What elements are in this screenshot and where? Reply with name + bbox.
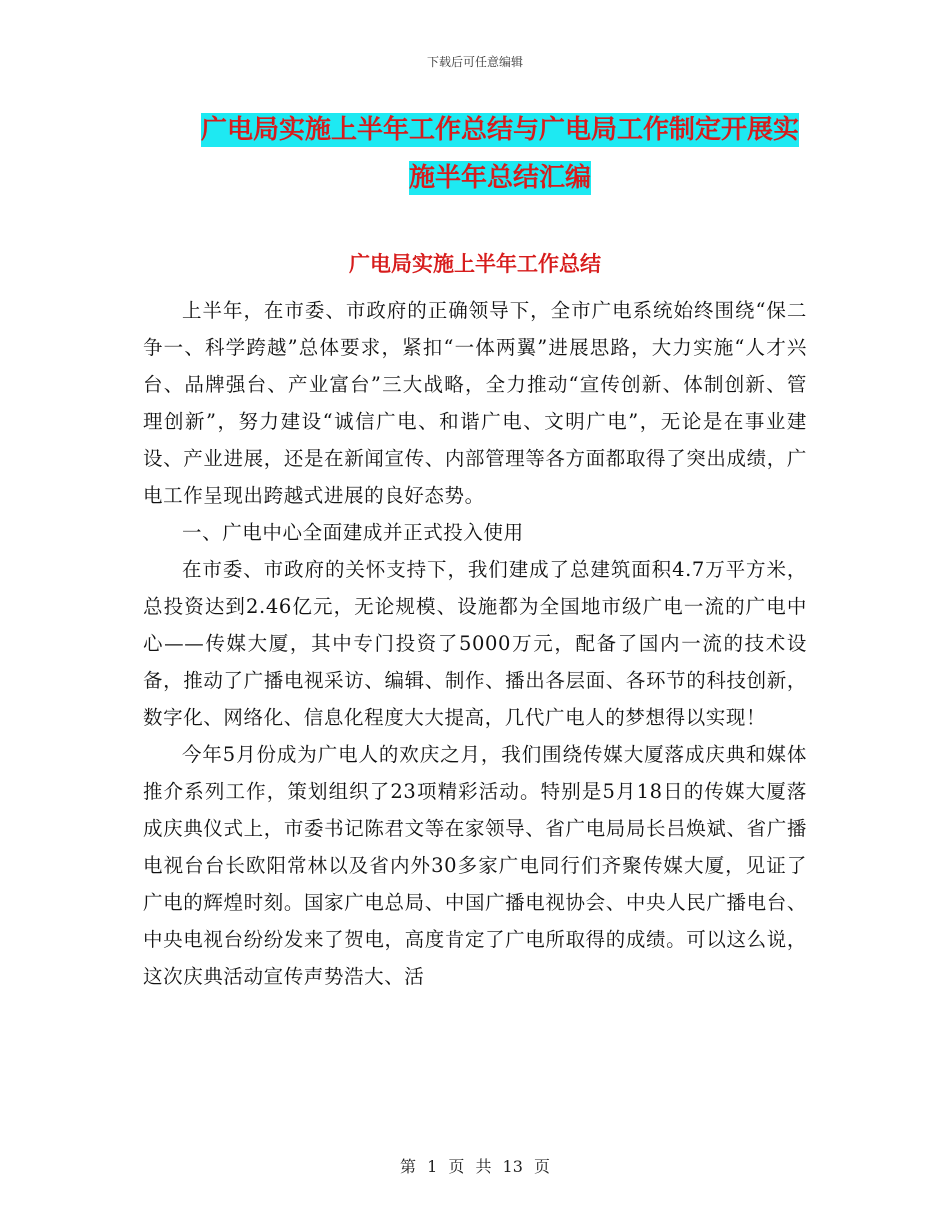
- paragraph: 今年5月份成为广电人的欢庆之月，我们围绕传媒大厦落成庆典和媒体推介系列工作，策划组织了23项精彩活动。特别是5月18日的传媒大厦落成庆典仪式上，市委书记陈君文等在家领导、省广电局局长吕焕斌、省广播电视台台长欧阳常林以及省内外30多家广电同行们齐聚传媒大厦，见证了广电的辉煌时刻。国家广电总局、中国广播电视协会、中央人民广播电台、中央电视台纷纷发来了贺电，高度肯定了广电所取得的成绩。可以这么说，这次庆典活动宣传声势浩大、活: [143, 743, 807, 988]
- page-header-note: 下载后可任意编辑: [426, 55, 523, 69]
- paragraph-heading: 一、广电中心全面建成并正式投入使用: [182, 521, 524, 544]
- title-line-1: 广电局实施上半年工作总结与广电局工作制定开展实: [200, 115, 799, 145]
- title-line-2: 施半年总结汇编: [408, 163, 591, 193]
- document-title: [100, 106, 900, 202]
- paragraph: 在市委、市政府的关怀支持下，我们建成了总建筑面积4.7万平方米，总投资达到2.46亿元，无论规模、设施都为全国地市级广电一流的广电中心——传媒大厦，其中专门投资了5000万元，配备了国内一流的技术设备，推动了广播电视采访、编辑、制作、播出各层面、各环节的科技创新，数字化、网络化、信息化程度大大提高，几代广电人的梦想得以实现！: [143, 558, 807, 729]
- section-title: 广电局实施上半年工作总结: [349, 252, 601, 276]
- paragraph: 上半年，在市委、市政府的正确领导下，全市广电系统始终围绕“保二争一、科学跨越”总体要求，紧扣“一体两翼”进展思路，大力实施“人才兴台、品牌强台、产业富台”三大战略，全力推动“宣传创新、体制创新、管理创新”，努力建设“诚信广电、和谐广电、文明广电”，无论是在事业建设、产业进展，还是在新闻宣传、内部管理等各方面都取得了突出成绩，广电工作呈现出跨越式进展的良好态势。: [143, 299, 807, 507]
- document-body: [143, 292, 807, 995]
- page-number: 第 1 页 共 13 页: [400, 1157, 550, 1176]
